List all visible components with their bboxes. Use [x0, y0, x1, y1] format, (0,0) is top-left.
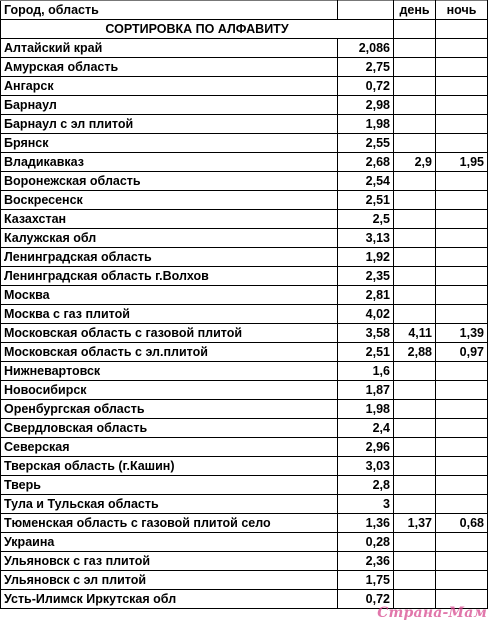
value-cell[interactable]: 2,81: [338, 286, 394, 305]
city-cell[interactable]: Тверь: [1, 476, 338, 495]
city-cell[interactable]: Тверская область (г.Кашин): [1, 457, 338, 476]
night-cell[interactable]: 1,95: [436, 153, 488, 172]
day-cell[interactable]: [394, 533, 436, 552]
table-row: [1, 533, 488, 552]
table-row: [1, 115, 488, 134]
night-cell[interactable]: 0,68: [436, 514, 488, 533]
value-cell[interactable]: 2,51: [338, 343, 394, 362]
table-row: [1, 381, 488, 400]
day-cell[interactable]: [394, 571, 436, 590]
table-row: [1, 476, 488, 495]
value-cell[interactable]: 3,13: [338, 229, 394, 248]
night-cell[interactable]: 1,39: [436, 324, 488, 343]
city-cell[interactable]: Воскресенск: [1, 191, 338, 210]
city-cell[interactable]: Свердловская область: [1, 419, 338, 438]
table-row: [1, 514, 488, 533]
city-cell[interactable]: Калужская обл: [1, 229, 338, 248]
table-row: [1, 229, 488, 248]
value-cell[interactable]: 2,55: [338, 134, 394, 153]
city-cell[interactable]: Московская область с газовой плитой: [1, 324, 338, 343]
city-cell[interactable]: Северская: [1, 438, 338, 457]
value-cell[interactable]: 3: [338, 495, 394, 514]
night-cell[interactable]: [436, 210, 488, 229]
value-cell[interactable]: 1,75: [338, 571, 394, 590]
value-cell[interactable]: 2,36: [338, 552, 394, 571]
night-cell[interactable]: [436, 39, 488, 58]
table-row: [1, 305, 488, 324]
city-cell[interactable]: Москва с газ плитой: [1, 305, 338, 324]
table-row: [1, 39, 488, 58]
day-cell[interactable]: [394, 39, 436, 58]
day-cell[interactable]: [394, 267, 436, 286]
day-cell[interactable]: [394, 305, 436, 324]
night-cell[interactable]: [436, 305, 488, 324]
night-cell[interactable]: [436, 533, 488, 552]
city-cell[interactable]: Брянск: [1, 134, 338, 153]
night-cell[interactable]: [436, 457, 488, 476]
value-cell[interactable]: 0,72: [338, 77, 394, 96]
city-cell[interactable]: Усть-Илимск Иркутская обл: [1, 590, 338, 609]
night-cell[interactable]: [436, 58, 488, 77]
day-cell[interactable]: [394, 77, 436, 96]
value-cell[interactable]: 2,4: [338, 419, 394, 438]
city-cell[interactable]: Москва: [1, 286, 338, 305]
table-row: [1, 248, 488, 267]
city-cell[interactable]: Украина: [1, 533, 338, 552]
day-cell[interactable]: [394, 191, 436, 210]
table-row: [1, 571, 488, 590]
day-cell[interactable]: [394, 495, 436, 514]
table-row: [1, 324, 488, 343]
night-cell[interactable]: [436, 552, 488, 571]
table-row: [1, 438, 488, 457]
value-cell[interactable]: 0,72: [338, 590, 394, 609]
city-cell[interactable]: Московская область с эл.плитой: [1, 343, 338, 362]
watermark-logo: Страна-Мам: [377, 605, 487, 621]
table-row: [1, 172, 488, 191]
value-cell[interactable]: 2,54: [338, 172, 394, 191]
city-cell[interactable]: Новосибирск: [1, 381, 338, 400]
table-row: [1, 153, 488, 172]
day-cell[interactable]: 1,37: [394, 514, 436, 533]
value-cell[interactable]: 1,98: [338, 115, 394, 134]
city-cell[interactable]: Воронежская область: [1, 172, 338, 191]
night-cell[interactable]: [436, 476, 488, 495]
day-cell[interactable]: [394, 58, 436, 77]
day-cell[interactable]: [394, 229, 436, 248]
day-cell[interactable]: [394, 457, 436, 476]
value-cell[interactable]: 3,03: [338, 457, 394, 476]
header-day[interactable]: день: [394, 1, 436, 20]
value-cell[interactable]: 0,28: [338, 533, 394, 552]
value-cell[interactable]: 2,086: [338, 39, 394, 58]
city-cell[interactable]: Ульяновск с эл плитой: [1, 571, 338, 590]
day-cell[interactable]: [394, 286, 436, 305]
subtitle-cell[interactable]: СОРТИРОВКА ПО АЛФАВИТУ: [1, 20, 394, 39]
city-cell[interactable]: Ленинградская область: [1, 248, 338, 267]
subtitle-row: [1, 20, 488, 39]
night-cell[interactable]: [436, 267, 488, 286]
value-cell[interactable]: 1,36: [338, 514, 394, 533]
city-cell[interactable]: Ленинградская область г.Волхов: [1, 267, 338, 286]
table-row: [1, 286, 488, 305]
subtitle-day-cell[interactable]: [394, 20, 436, 39]
city-cell[interactable]: Барнаул с эл плитой: [1, 115, 338, 134]
table-row: [1, 58, 488, 77]
value-cell[interactable]: 2,98: [338, 96, 394, 115]
header-row: [1, 1, 488, 20]
value-cell[interactable]: 2,75: [338, 58, 394, 77]
city-cell[interactable]: Нижневартовск: [1, 362, 338, 381]
night-cell[interactable]: [436, 495, 488, 514]
value-cell[interactable]: 1,87: [338, 381, 394, 400]
night-cell[interactable]: [436, 96, 488, 115]
day-cell[interactable]: [394, 419, 436, 438]
night-cell[interactable]: [436, 571, 488, 590]
day-cell[interactable]: [394, 96, 436, 115]
day-cell[interactable]: [394, 438, 436, 457]
value-cell[interactable]: 2,5: [338, 210, 394, 229]
night-cell[interactable]: [436, 362, 488, 381]
city-cell[interactable]: Тюменская область с газовой плитой село: [1, 514, 338, 533]
city-cell[interactable]: Оренбургская область: [1, 400, 338, 419]
value-cell[interactable]: 2,8: [338, 476, 394, 495]
value-cell[interactable]: 4,02: [338, 305, 394, 324]
night-cell[interactable]: 0,97: [436, 343, 488, 362]
day-cell[interactable]: [394, 400, 436, 419]
table-row: [1, 362, 488, 381]
day-cell[interactable]: [394, 134, 436, 153]
day-cell[interactable]: [394, 248, 436, 267]
day-cell[interactable]: [394, 552, 436, 571]
night-cell[interactable]: [436, 419, 488, 438]
day-cell[interactable]: [394, 172, 436, 191]
subtitle-night-cell[interactable]: [436, 20, 488, 39]
night-cell[interactable]: [436, 248, 488, 267]
night-cell[interactable]: [436, 438, 488, 457]
city-cell[interactable]: Барнаул: [1, 96, 338, 115]
day-cell[interactable]: [394, 381, 436, 400]
night-cell[interactable]: [436, 229, 488, 248]
value-cell[interactable]: 1,6: [338, 362, 394, 381]
day-cell[interactable]: 4,11: [394, 324, 436, 343]
city-cell[interactable]: Казахстан: [1, 210, 338, 229]
night-cell[interactable]: [436, 77, 488, 96]
table-row: [1, 210, 488, 229]
value-cell[interactable]: 1,92: [338, 248, 394, 267]
day-cell[interactable]: 2,88: [394, 343, 436, 362]
city-cell[interactable]: Амурская область: [1, 58, 338, 77]
city-cell[interactable]: Ульяновск с газ плитой: [1, 552, 338, 571]
night-cell[interactable]: [436, 381, 488, 400]
table-row: [1, 134, 488, 153]
day-cell[interactable]: [394, 362, 436, 381]
city-cell[interactable]: Владикавказ: [1, 153, 338, 172]
table-row: [1, 267, 488, 286]
table-row: [1, 343, 488, 362]
night-cell[interactable]: [436, 191, 488, 210]
value-cell[interactable]: 2,35: [338, 267, 394, 286]
header-value[interactable]: [338, 1, 394, 20]
table-row: [1, 419, 488, 438]
table-row: [1, 400, 488, 419]
table-row: [1, 77, 488, 96]
table-row: [1, 457, 488, 476]
day-cell[interactable]: [394, 476, 436, 495]
table-row: [1, 191, 488, 210]
city-cell[interactable]: Тула и Тульская область: [1, 495, 338, 514]
header-night[interactable]: ночь: [436, 1, 488, 20]
header-city[interactable]: Город, область: [1, 1, 338, 20]
night-cell[interactable]: [436, 134, 488, 153]
value-cell[interactable]: 1,98: [338, 400, 394, 419]
table-row: [1, 96, 488, 115]
night-cell[interactable]: [436, 172, 488, 191]
city-cell[interactable]: Алтайский край: [1, 39, 338, 58]
night-cell[interactable]: [436, 286, 488, 305]
day-cell[interactable]: [394, 115, 436, 134]
value-cell[interactable]: 2,68: [338, 153, 394, 172]
table-row: [1, 495, 488, 514]
night-cell[interactable]: [436, 115, 488, 134]
day-cell[interactable]: 2,9: [394, 153, 436, 172]
table-body: [1, 1, 488, 609]
value-cell[interactable]: 2,51: [338, 191, 394, 210]
table-row: [1, 552, 488, 571]
day-cell[interactable]: [394, 210, 436, 229]
night-cell[interactable]: [436, 400, 488, 419]
value-cell[interactable]: 2,96: [338, 438, 394, 457]
city-cell[interactable]: Ангарск: [1, 77, 338, 96]
value-cell[interactable]: 3,58: [338, 324, 394, 343]
